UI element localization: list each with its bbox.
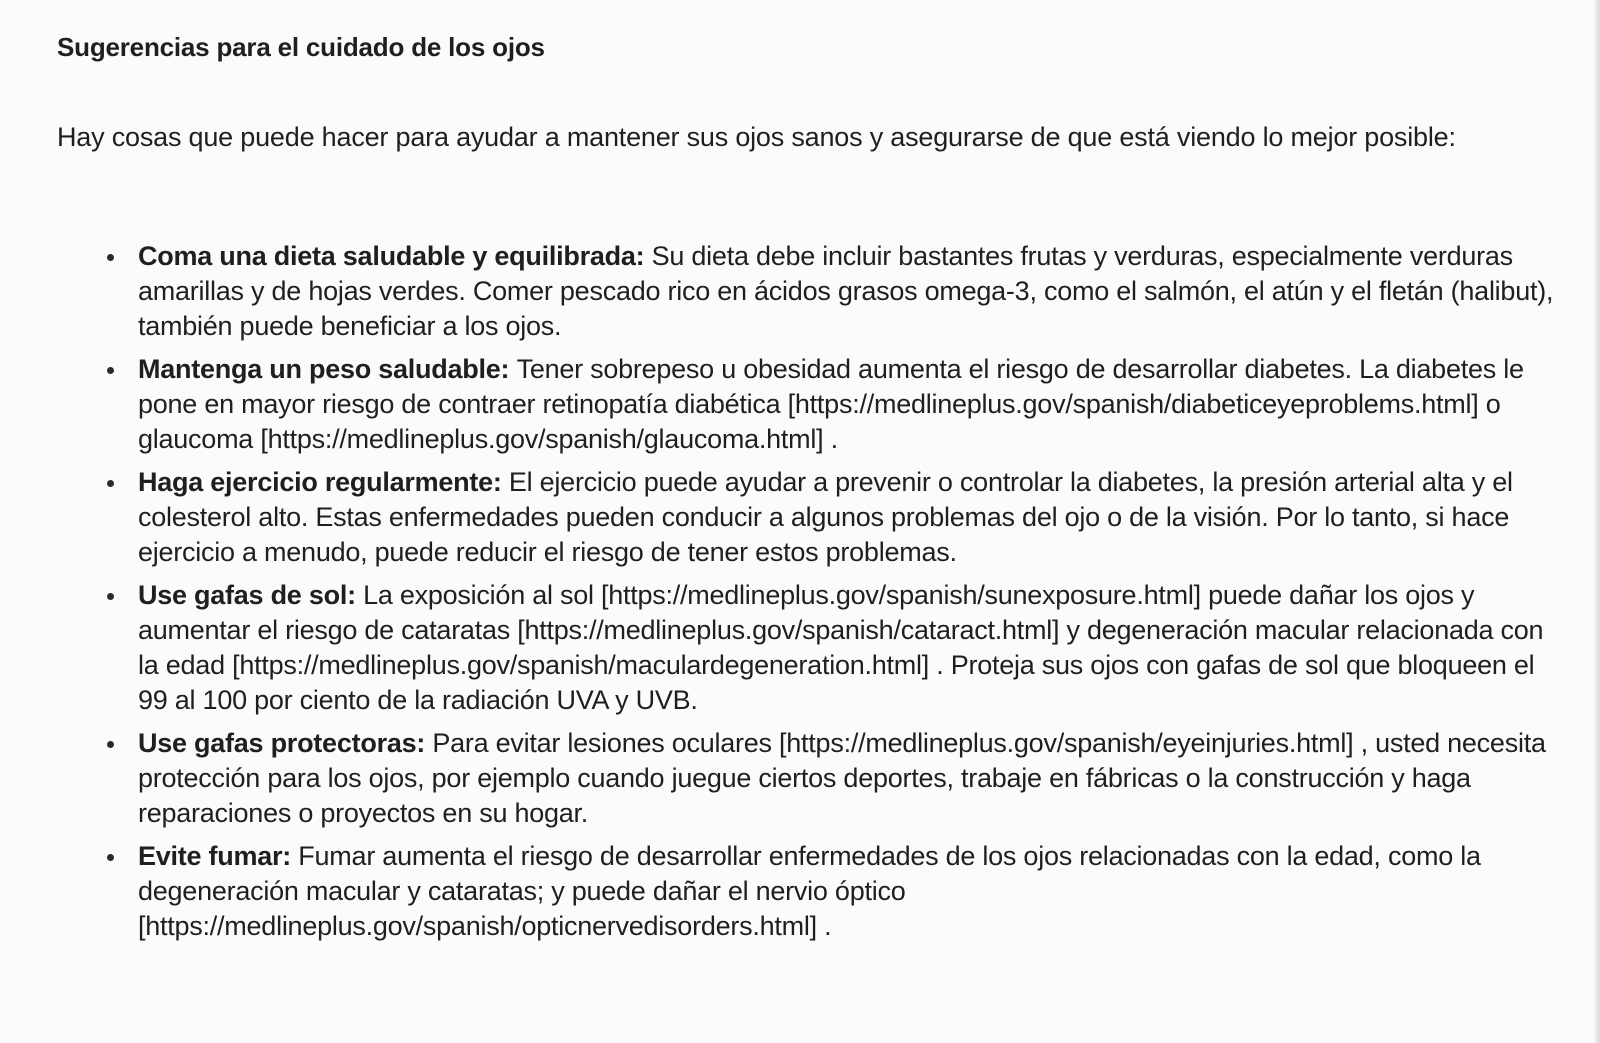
tip-title: Haga ejercicio regularmente: [138, 467, 509, 497]
tip-title: Coma una dieta saludable y equilibrada: [138, 241, 652, 271]
list-item [138, 839, 1563, 944]
tip-text: Tener sobrepeso u obesidad aumenta el riesgo de desarrollar diabetes. La diabetes le pone en mayor riesgo de contraer retinopatía diabética [https://medlineplus.gov/spanish/diabeticeyeproblems.html] o glaucoma [https://medlineplus.gov/spanish/glaucoma.html] . [138, 354, 1524, 454]
tip-text: Fumar aumenta el riesgo de desarrollar enfermedades de los ojos relacionadas con la edad, como la degeneración macular y cataratas; y puede dañar el nervio óptico [https://medlineplus.gov/spanish/opticnervedisorders.html] . [138, 841, 1481, 941]
list-item [138, 578, 1563, 718]
list-item [138, 465, 1563, 570]
page-title: Sugerencias para el cuidado de los ojos [57, 32, 545, 62]
bullet-icon [107, 854, 114, 861]
tip-title: Evite fumar: [138, 841, 299, 871]
bullet-icon [107, 367, 114, 374]
bullet-icon [107, 254, 114, 261]
list-item [138, 726, 1563, 831]
scan-edge-shadow [1594, 0, 1600, 1043]
intro-paragraph: Hay cosas que puede hacer para ayudar a mantener sus ojos sanos y asegurarse de que está viendo lo mejor posible: [57, 122, 1456, 152]
tip-text: El ejercicio puede ayudar a prevenir o controlar la diabetes, la presión arterial alta y el colesterol alto. Estas enfermedades pueden conducir a algunos problemas del ojo o de la visión. Por lo tanto, si hace ejercicio a menudo, puede reducir el riesgo de tener estos problemas. [138, 467, 1513, 567]
eye-care-tips-list [138, 239, 1563, 952]
tip-text: Su dieta debe incluir bastantes frutas y verduras, especialmente verduras amarillas y de hojas verdes. Comer pescado rico en ácidos grasos omega-3, como el salmón, el atún y el fletán (halibut), también puede beneficiar a los ojos. [138, 241, 1554, 341]
tip-text: La exposición al sol [https://medlineplus.gov/spanish/sunexposure.html] puede dañar los ojos y aumentar el riesgo de cataratas [https://medlineplus.gov/spanish/cataract.html] y degeneración macular relacionada con la edad [https://medlineplus.gov/spanish/maculardegeneration.html] . Proteja sus ojos con gafas de sol que bloqueen el 99 al 100 por ciento de la radiación UVA y UVB. [138, 580, 1544, 715]
bullet-icon [107, 480, 114, 487]
bullet-icon [107, 593, 114, 600]
list-item [138, 239, 1563, 344]
bullet-icon [107, 741, 114, 748]
tip-title: Use gafas protectoras: [138, 728, 433, 758]
tip-text: Para evitar lesiones oculares [https://medlineplus.gov/spanish/eyeinjuries.html] , usted necesita protección para los ojos, por ejemplo cuando juegue ciertos deportes, trabaje en fábricas o la construcción y haga reparaciones o proyectos en su hogar. [138, 728, 1546, 828]
tip-title: Use gafas de sol: [138, 580, 364, 610]
tip-title: Mantenga un peso saludable: [138, 354, 517, 384]
list-item [138, 352, 1563, 457]
